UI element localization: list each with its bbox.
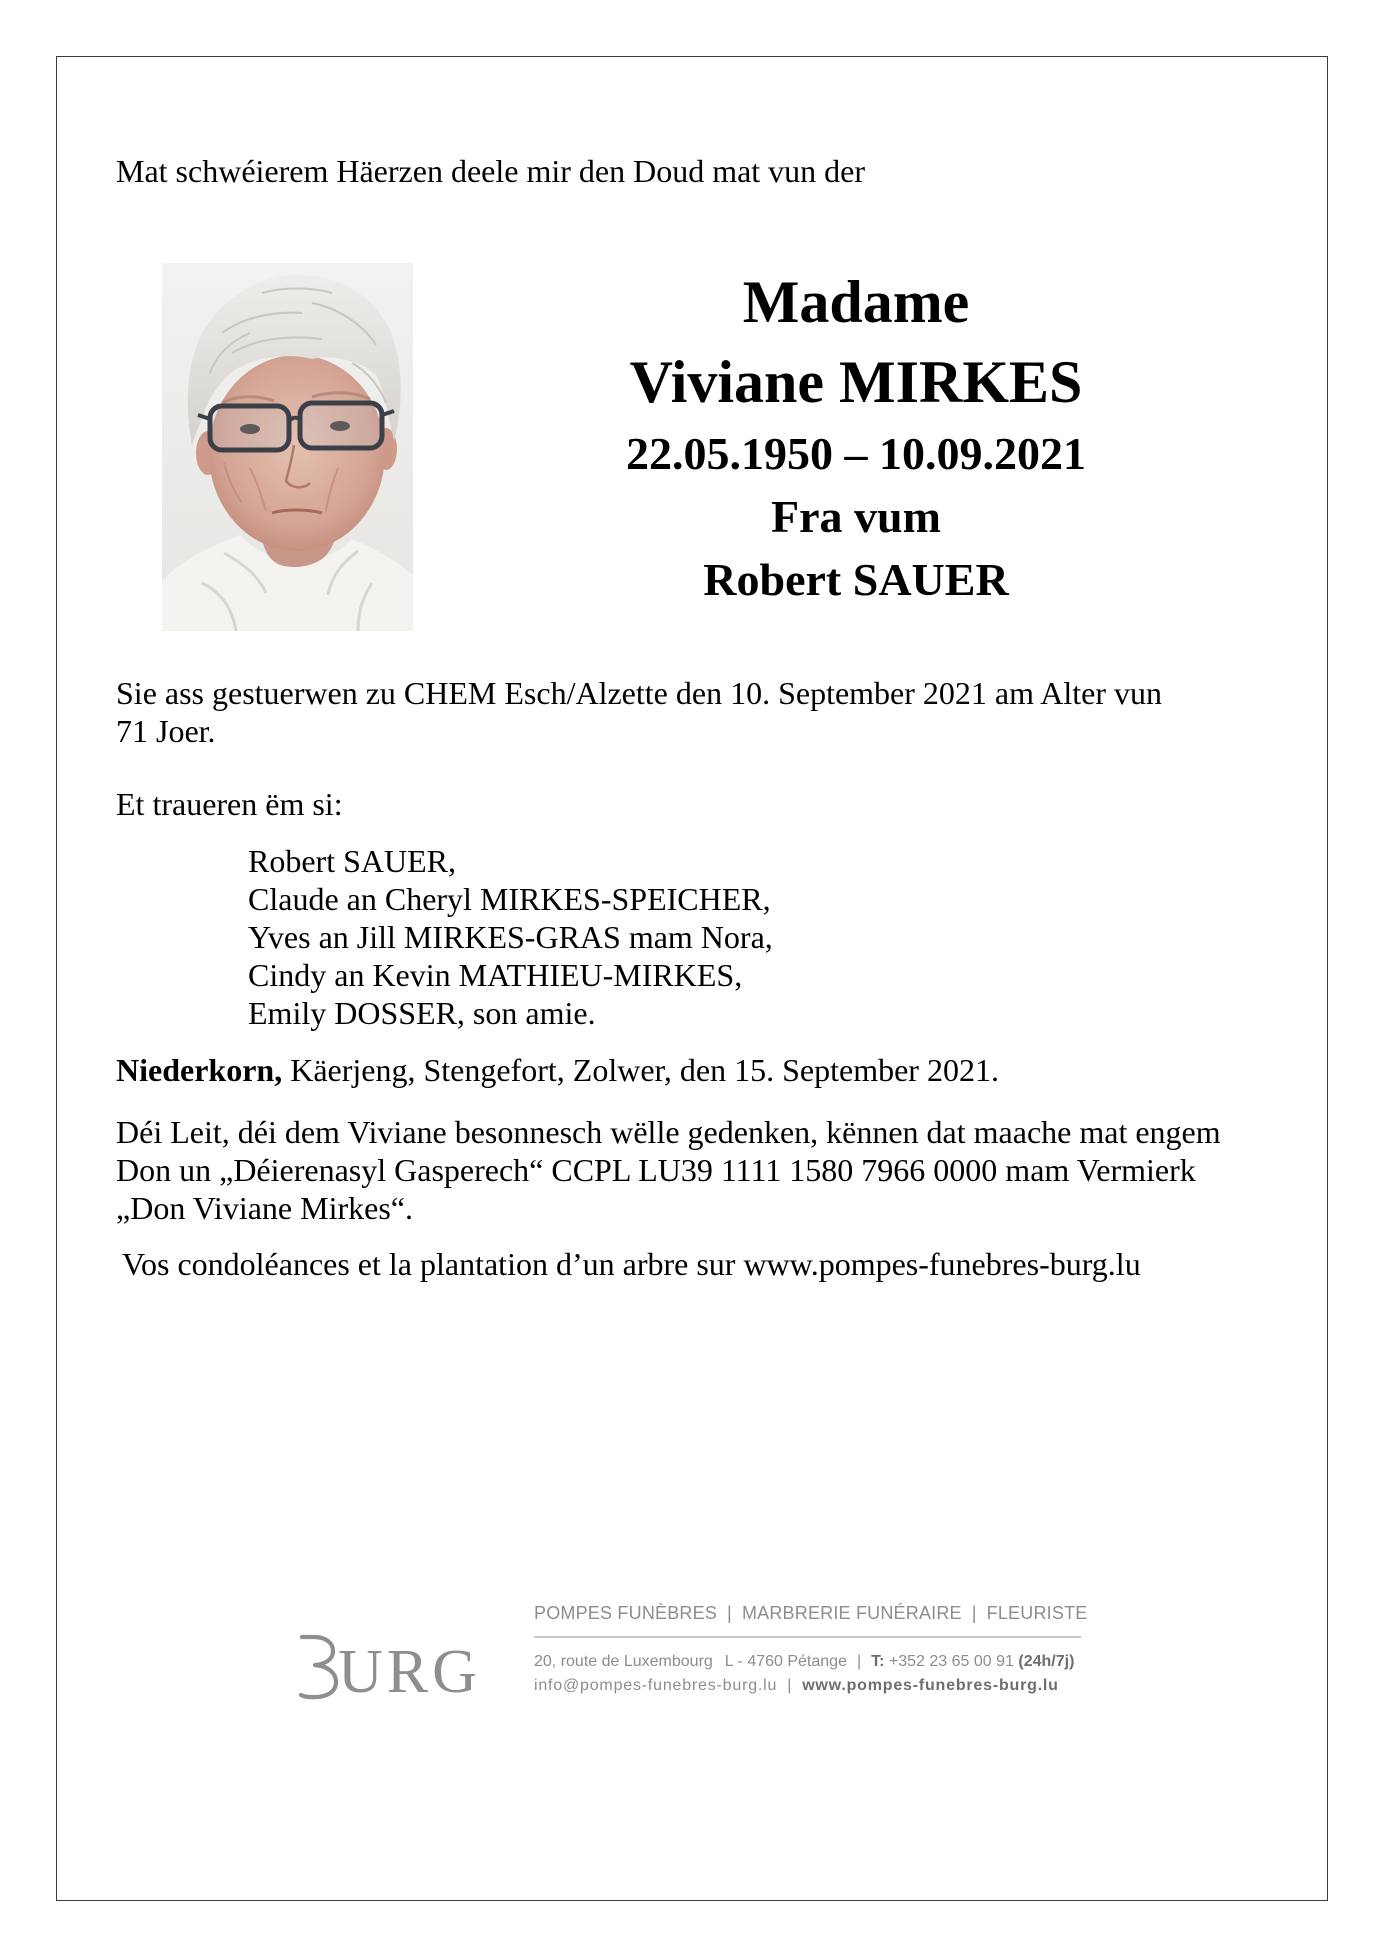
condolences-line: Vos condoléances et la plantation d’un arbre sur www.pompes-funebres-burg.lu (122, 1246, 1141, 1282)
mourners-intro: Et traueren ëm si: (116, 786, 343, 822)
deceased-heading (556, 262, 1156, 611)
mourner-item: Robert SAUER, (248, 843, 456, 879)
footer-phone-label: T: (871, 1653, 885, 1670)
footer-email: info@pompes-funebres-burg.lu (534, 1677, 778, 1694)
footer-services-line (534, 1602, 1087, 1624)
deceased-name: Viviane MIRKES (629, 349, 1083, 415)
logo-wordmark: URG (338, 1638, 481, 1700)
death-notice-line: Sie ass gestuerwen zu CHEM Esch/Alzette den 10. September 2021 am Alter vun (116, 675, 1162, 711)
footer-postal: L - 4760 Pétange (724, 1653, 847, 1670)
footer-rule (534, 1636, 1081, 1638)
footer-service-item: FLEURISTE (986, 1603, 1088, 1623)
footer-service-item: POMPES FUNÈBRES (534, 1603, 718, 1623)
logo-initial-glyph (301, 1637, 336, 1697)
funeral-home-logo (296, 1630, 486, 1700)
life-dates: 22.05.1950 – 10.09.2021 (626, 428, 1086, 479)
relation-label: Fra vum (771, 491, 941, 542)
death-notice-paragraph (116, 674, 1162, 750)
portrait-image (162, 263, 413, 631)
footer-separator: | (787, 1677, 793, 1694)
spouse-name: Robert SAUER (703, 554, 1009, 605)
footer-contact-line (534, 1652, 1074, 1672)
footer-hours: (24h/7j) (1018, 1653, 1075, 1670)
deceased-salutation: Madame (742, 269, 970, 335)
place-date-line (116, 1051, 999, 1089)
footer-website: www.pompes-funebres-burg.lu (802, 1677, 1059, 1694)
footer-address: 20, route de Luxembourg (534, 1653, 713, 1670)
portrait-photo (162, 263, 413, 631)
footer-separator: | (727, 1603, 732, 1623)
mourner-item: Cindy an Kevin MATHIEU-MIRKES, (248, 957, 743, 993)
donation-line: Déi Leit, déi dem Viviane besonnesch wëlle gedenken, kënnen dat maache mat engem (116, 1114, 1221, 1150)
mourners-list (248, 842, 773, 1032)
footer-separator: | (971, 1603, 977, 1623)
donation-line: Don un „Déierenasyl Gasperech“ CCPL LU39 1111 1580 7966 0000 mam Vermierk (116, 1152, 1196, 1188)
footer-separator: | (856, 1653, 862, 1670)
donation-paragraph (116, 1113, 1221, 1227)
place-name: Niederkorn, (116, 1052, 283, 1088)
mourner-item: Emily DOSSER, son amie. (248, 995, 596, 1031)
footer-service-item: MARBRERIE FUNÉRAIRE (741, 1603, 962, 1623)
mourner-item: Yves an Jill MIRKES-GRAS mam Nora, (248, 919, 773, 955)
intro-text: Mat schwéierem Häerzen deele mir den Doud mat vun der (116, 153, 866, 189)
death-notice-line: 71 Joer. (116, 713, 216, 749)
footer-phone: +352 23 65 00 91 (888, 1653, 1014, 1670)
footer-web-line (534, 1676, 1059, 1696)
mourner-item: Claude an Cheryl MIRKES-SPEICHER, (248, 881, 771, 917)
place-date-rest: Käerjeng, Stengefort, Zolwer, den 15. September 2021. (290, 1052, 999, 1088)
donation-line: „Don Viviane Mirkes“. (116, 1190, 413, 1226)
